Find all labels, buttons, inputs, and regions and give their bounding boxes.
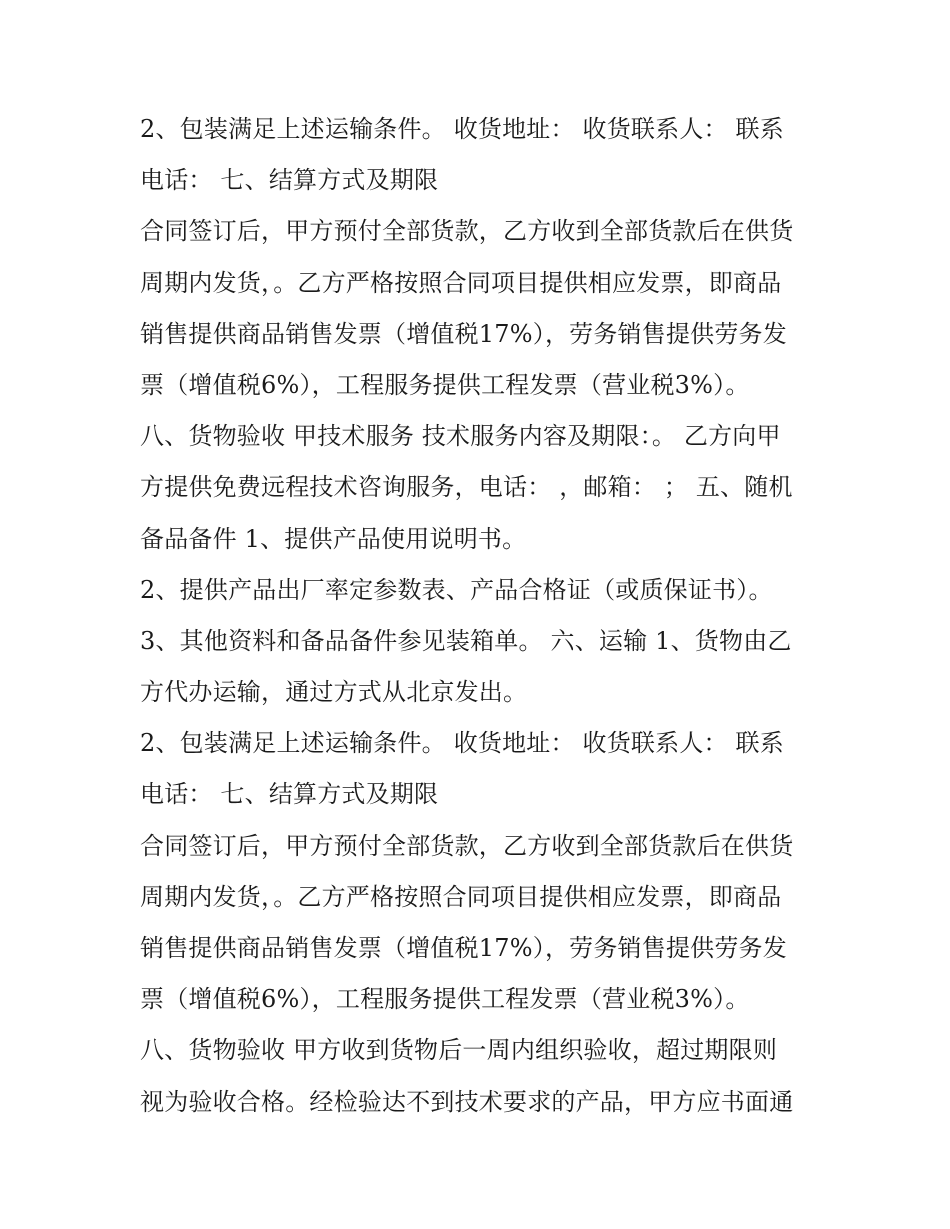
text-line-16: 周期内发货，。乙方严格按照合同项目提供相应发票，即商品 xyxy=(140,882,782,911)
text-line-20: 视为验收合格。经检验达不到技术要求的产品，甲方应书面通 xyxy=(140,1087,794,1116)
text-line-8: 方提供免费远程技术咨询服务，电话： ，邮箱： ； 五、随机 xyxy=(140,473,793,502)
text-line-17: 销售提供商品销售发票（增值税17%），劳务销售提供劳务发 xyxy=(140,934,787,962)
text-line-3: 合同签订后，甲方预付全部货款，乙方收到全部货款后在供货 xyxy=(140,217,794,246)
text-line-9: 备品备件 1、提供产品使用说明书。 xyxy=(140,524,527,553)
text-line-12: 方代办运输，通过方式从北京发出。 xyxy=(140,678,528,707)
text-line-7: 八、货物验收 甲技术服务 技术服务内容及期限：。 乙方向甲 xyxy=(140,422,781,451)
text-line-18: 票（增值税6%），工程服务提供工程发票（营业税3%）。 xyxy=(140,985,750,1014)
text-line-6: 票（增值税6%），工程服务提供工程发票（营业税3%）。 xyxy=(140,370,750,399)
text-line-15: 合同签订后，甲方预付全部货款，乙方收到全部货款后在供货 xyxy=(140,831,794,860)
text-line-5: 销售提供商品销售发票（增值税17%），劳务销售提供劳务发 xyxy=(140,319,787,348)
text-line-2: 电话： 七、结算方式及期限 xyxy=(140,166,439,195)
text-line-10: 2、提供产品出厂率定参数表、产品合格证（或质保证书）。 xyxy=(140,575,773,604)
text-line-14: 电话： 七、结算方式及期限 xyxy=(140,780,439,809)
document-body xyxy=(140,104,820,1128)
text-line-11: 3、其他资料和备品备件参见装箱单。 六、运输 1、货物由乙 xyxy=(140,626,792,655)
text-line-4: 周期内发货，。乙方严格按照合同项目提供相应发票，即商品 xyxy=(140,268,782,297)
text-line-1: 2、包装满足上述运输条件。 收货地址： 收货联系人： 联系 xyxy=(140,115,784,143)
text-line-19: 八、货物验收 甲方收到货物后一周内组织验收，超过期限则 xyxy=(140,1036,778,1065)
text-line-13: 2、包装满足上述运输条件。 收货地址： 收货联系人： 联系 xyxy=(140,729,784,758)
